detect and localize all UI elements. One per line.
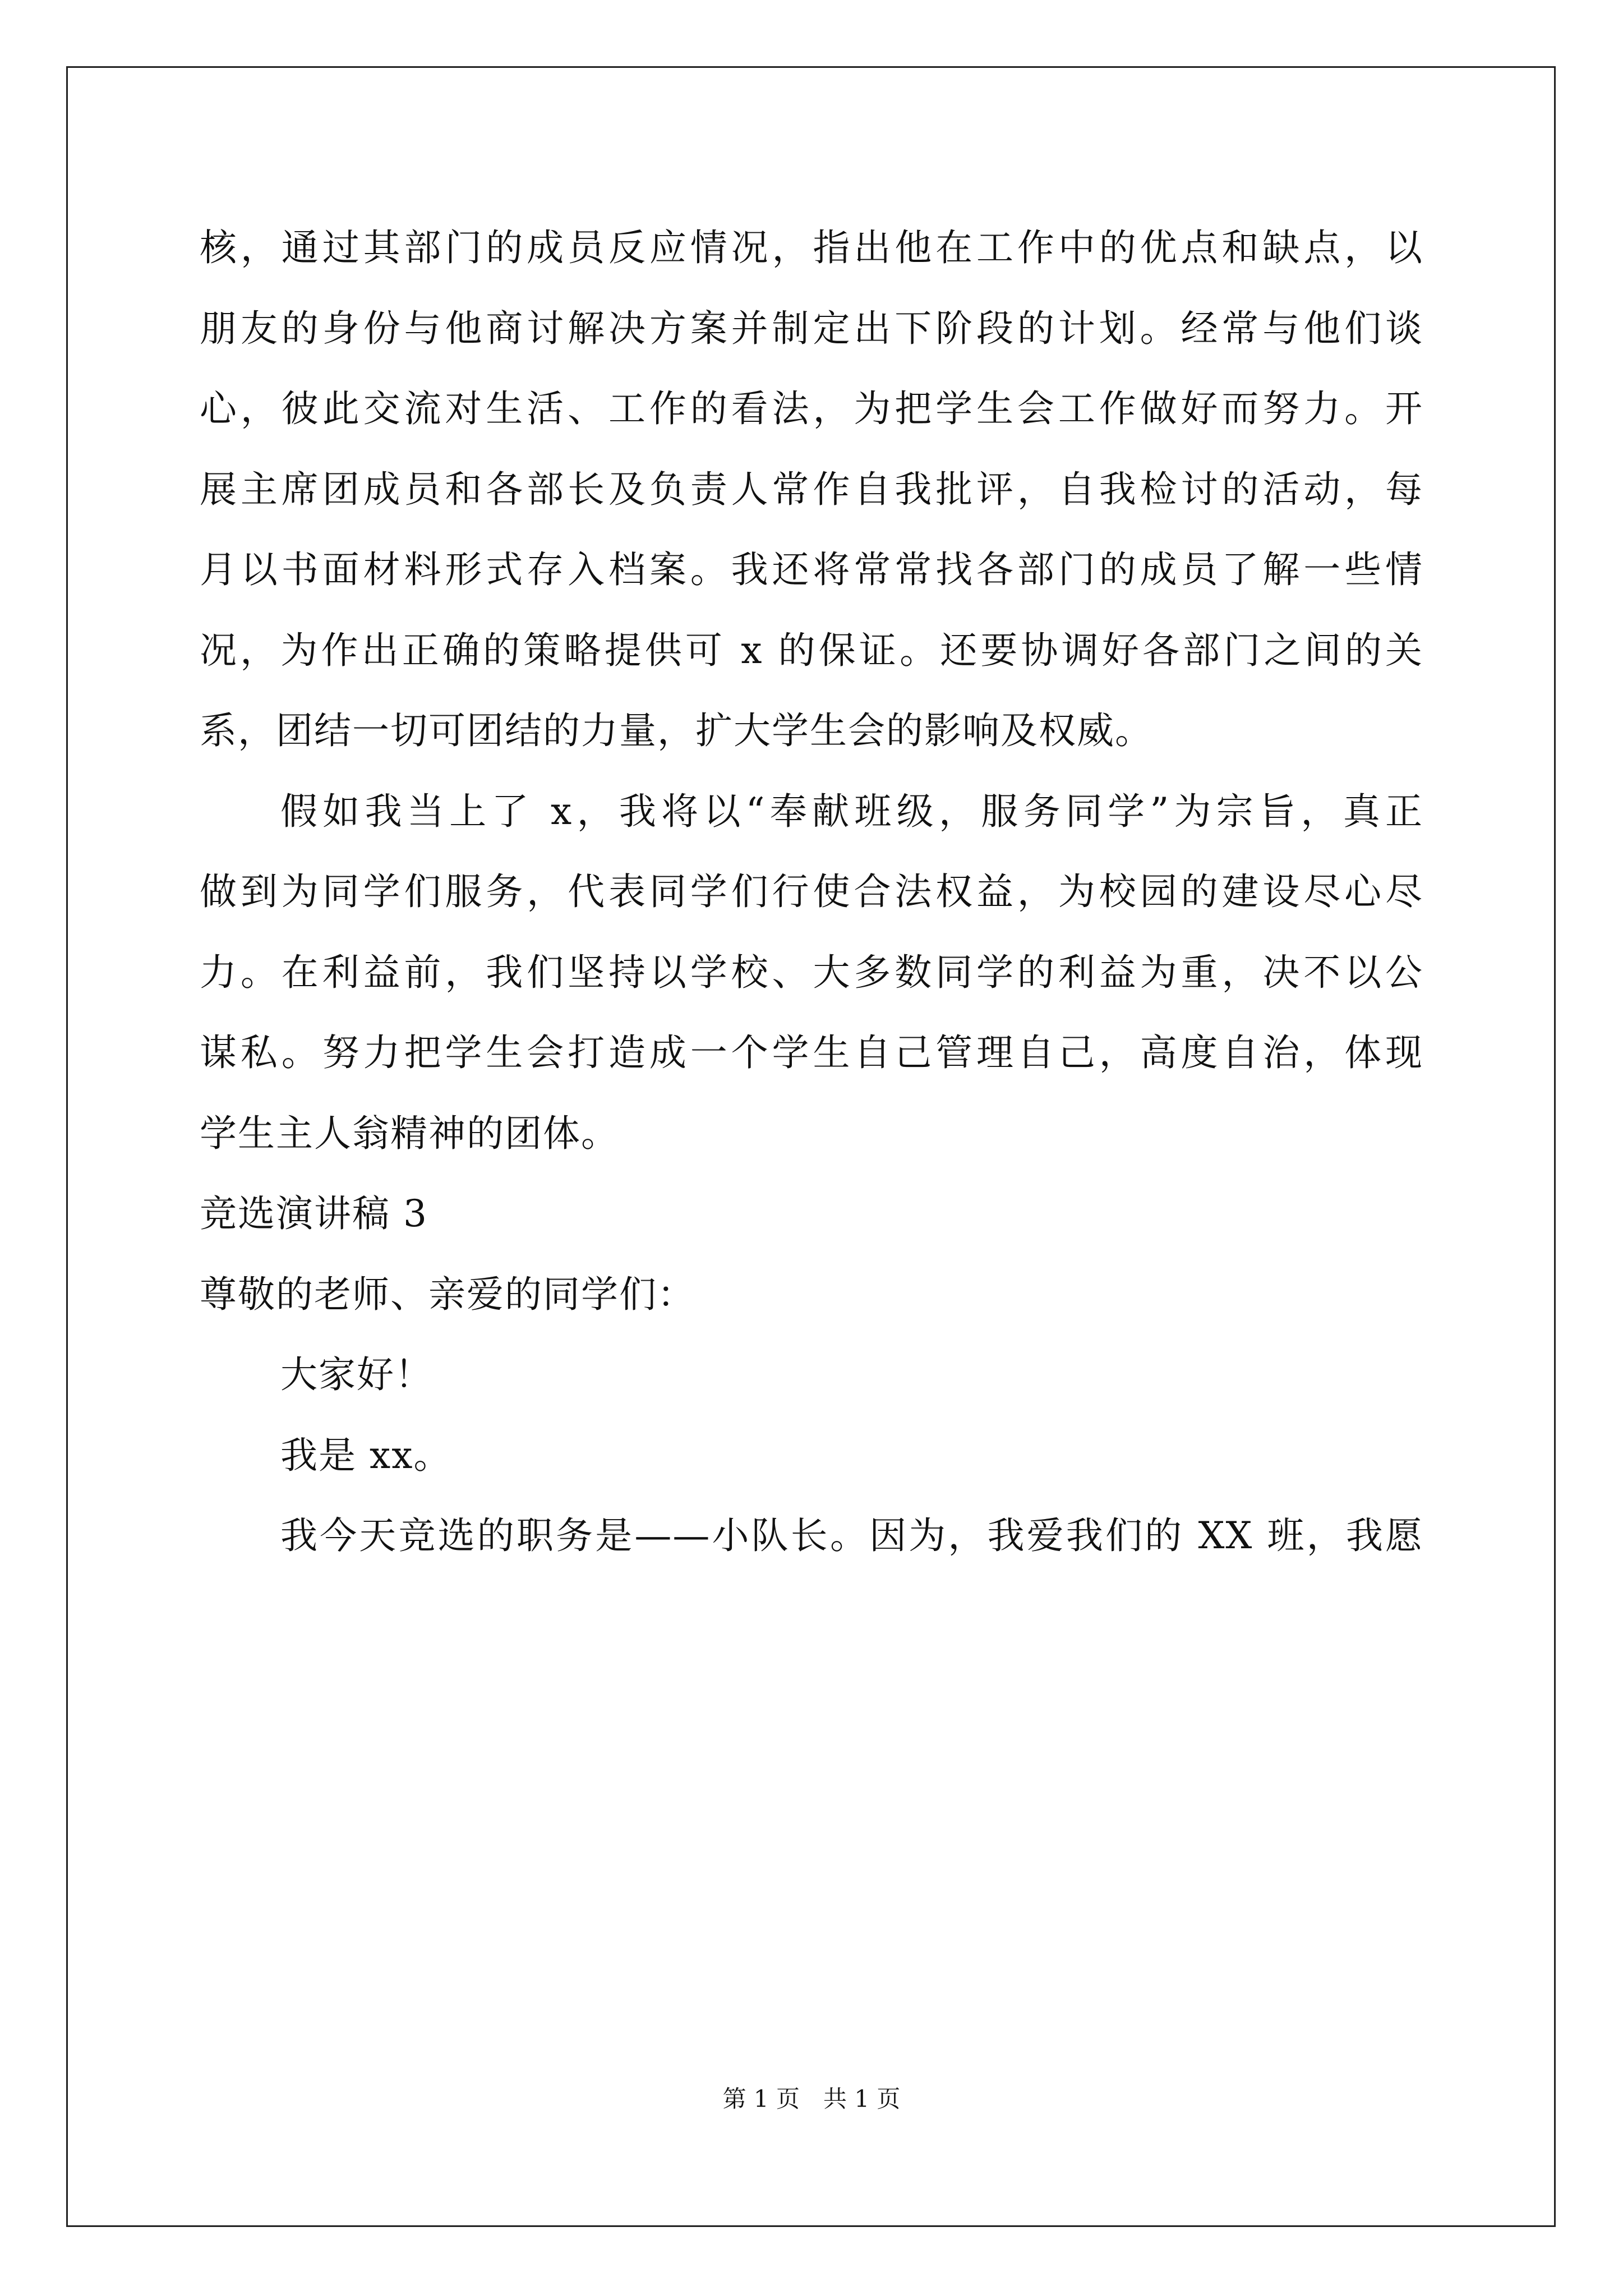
page-footer: 第 1 页 共 1 页 — [722, 2085, 901, 2113]
greeting: 大家好！ — [280, 1353, 433, 1396]
body-line: 力。在利益前，我们坚持以学校、大多数同学的利益为重，决不以公 — [200, 951, 1423, 994]
body-line: 我是 xx。 — [280, 1434, 452, 1477]
body-line: 心，彼此交流对生活、工作的看法，为把学生会工作做好而努力。开 — [200, 387, 1423, 430]
body-line: 我今天竞选的职务是——小队长。因为，我爱我们的 XX 班，我愿 — [280, 1514, 1423, 1557]
body-line: 核，通过其部门的成员反应情况，指出他在工作中的优点和缺点，以 — [200, 226, 1423, 269]
body-line: 做到为同学们服务，代表同学们行使合法权益，为校园的建设尽心尽 — [200, 870, 1423, 913]
body-line: 假如我当上了 x，我将以“奉献班级，服务同学”为宗旨，真正 — [280, 790, 1423, 833]
salutation: 尊敬的老师、亲爱的同学们： — [200, 1273, 695, 1316]
section-heading: 竞选演讲稿 3 — [200, 1192, 428, 1235]
body-line: 朋友的身份与他商讨解决方案并制定出下阶段的计划。经常与他们谈 — [200, 307, 1423, 350]
body-line: 展主席团成员和各部长及负责人常作自我批评，自我检讨的活动，每 — [200, 468, 1423, 511]
body-line: 学生主人翁精神的团体。 — [200, 1112, 619, 1155]
body-line: 月以书面材料形式存入档案。我还将常常找各部门的成员了解一些情 — [200, 548, 1423, 591]
body-line: 况，为作出正确的策略提供可 x 的保证。还要协调好各部门之间的关 — [200, 629, 1423, 672]
body-line: 谋私。努力把学生会打造成一个学生自己管理自己，高度自治，体现 — [200, 1031, 1423, 1074]
body-line: 系，团结一切可团结的力量，扩大学生会的影响及权威。 — [200, 709, 1153, 752]
